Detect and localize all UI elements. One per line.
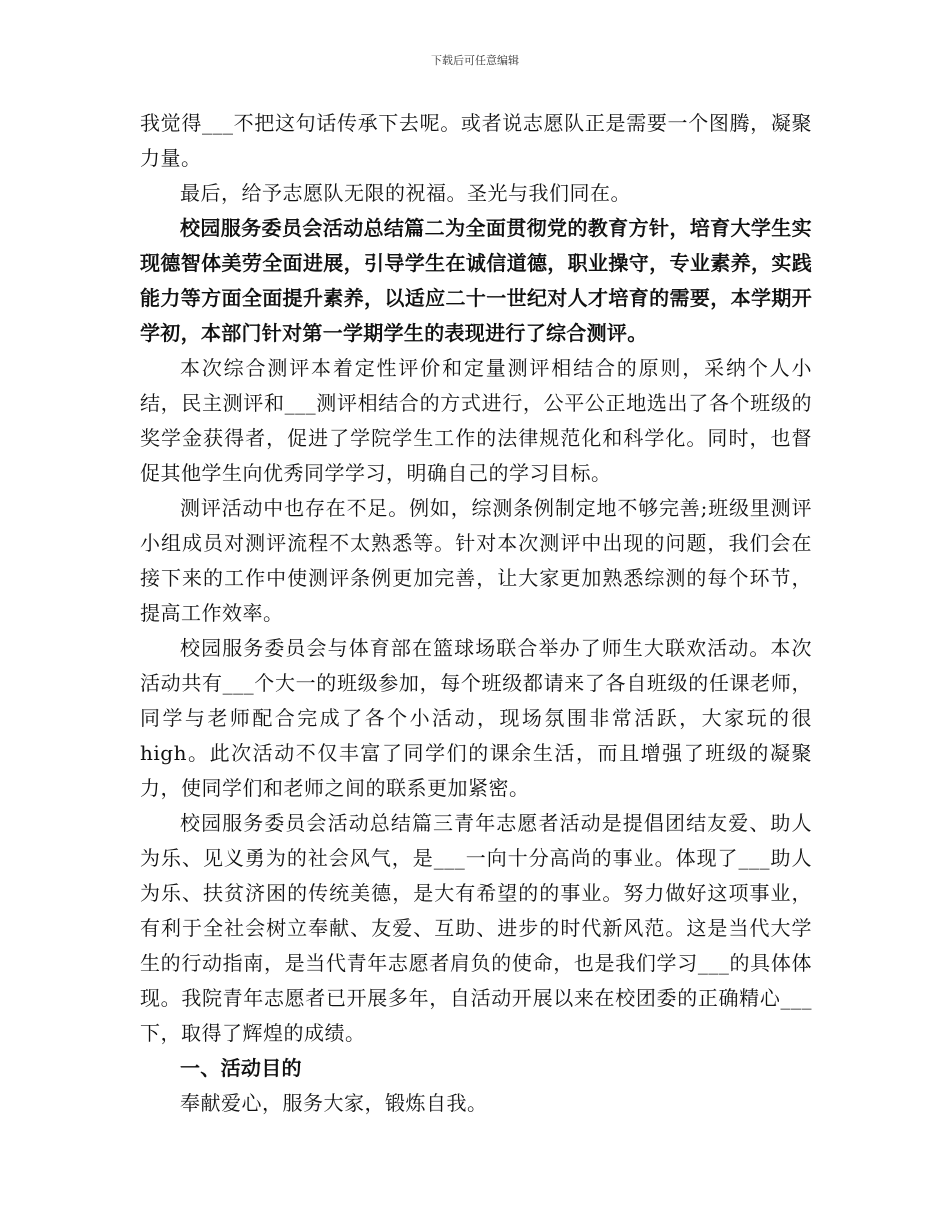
paragraph-6: 校园服务委员会与体育部在篮球场联合举办了师生大联欢活动。本次活动共有___个大一的班级参加，每个班级都请来了各自班级的任课老师，同学与老师配合完成了各个小活动，现场氛围非常活跃，大家玩的很high。此次活动不仅丰富了同学们的课余生活，而且增强了班级的凝聚力，使同学们和老师之间的联系更加紧密。	[140, 636, 812, 800]
section-heading-activity-purpose: 一、活动目的	[180, 1056, 302, 1080]
paragraph-7: 校园服务委员会活动总结篇三青年志愿者活动是提倡团结友爱、助人为乐、见义勇为的社会风气，是___一向十分高尚的事业。体现了___助人为乐、扶贫济困的传统美德，是大有希望的的事业。努力做好这项事业，有利于全社会树立奉献、友爱、互助、进步的时代新风范。这是当代大学生的行动指南，是当代青年志愿者肩负的使命，也是我们学习___的具体体现。我院青年志愿者已开展多年，自活动开展以来在校团委的正确精心___下，取得了辉煌的成绩。	[140, 811, 812, 1045]
document-body	[140, 106, 812, 1121]
paragraph-3-section-heading: 校园服务委员会活动总结篇二为全面贯彻党的教育方针，培育大学生实现德智体美劳全面进展，引导学生在诚信道德，职业操守，专业素养，实践能力等方面全面提升素养，以适应二十一世纪对人才培育的需要，本学期开学初，本部门针对第一学期学生的表现进行了综合测评。	[140, 216, 812, 345]
paragraph-2: 最后，给予志愿队无限的祝福。圣光与我们同在。	[180, 181, 631, 205]
page-header-note: 下载后可任意编辑	[431, 54, 519, 67]
paragraph-1: 我觉得___不把这句话传承下去呢。或者说志愿队正是需要一个图腾，凝聚力量。	[140, 111, 812, 170]
paragraph-9: 奉献爱心，服务大家，锻炼自我。	[180, 1091, 488, 1115]
paragraph-4: 本次综合测评本着定性评价和定量测评相结合的原则，采纳个人小结，民主测评和___测评相结合的方式进行，公平公正地选出了各个班级的奖学金获得者，促进了学院学生工作的法律规范化和科学化。同时，也督促其他学生向优秀同学学习，明确自己的学习目标。	[140, 356, 812, 485]
paragraph-5: 测评活动中也存在不足。例如，综测条例制定地不够完善;班级里测评小组成员对测评流程不太熟悉等。针对本次测评中出现的问题，我们会在接下来的工作中使测评条例更加完善，让大家更加熟悉综测的每个环节，提高工作效率。	[140, 496, 812, 625]
